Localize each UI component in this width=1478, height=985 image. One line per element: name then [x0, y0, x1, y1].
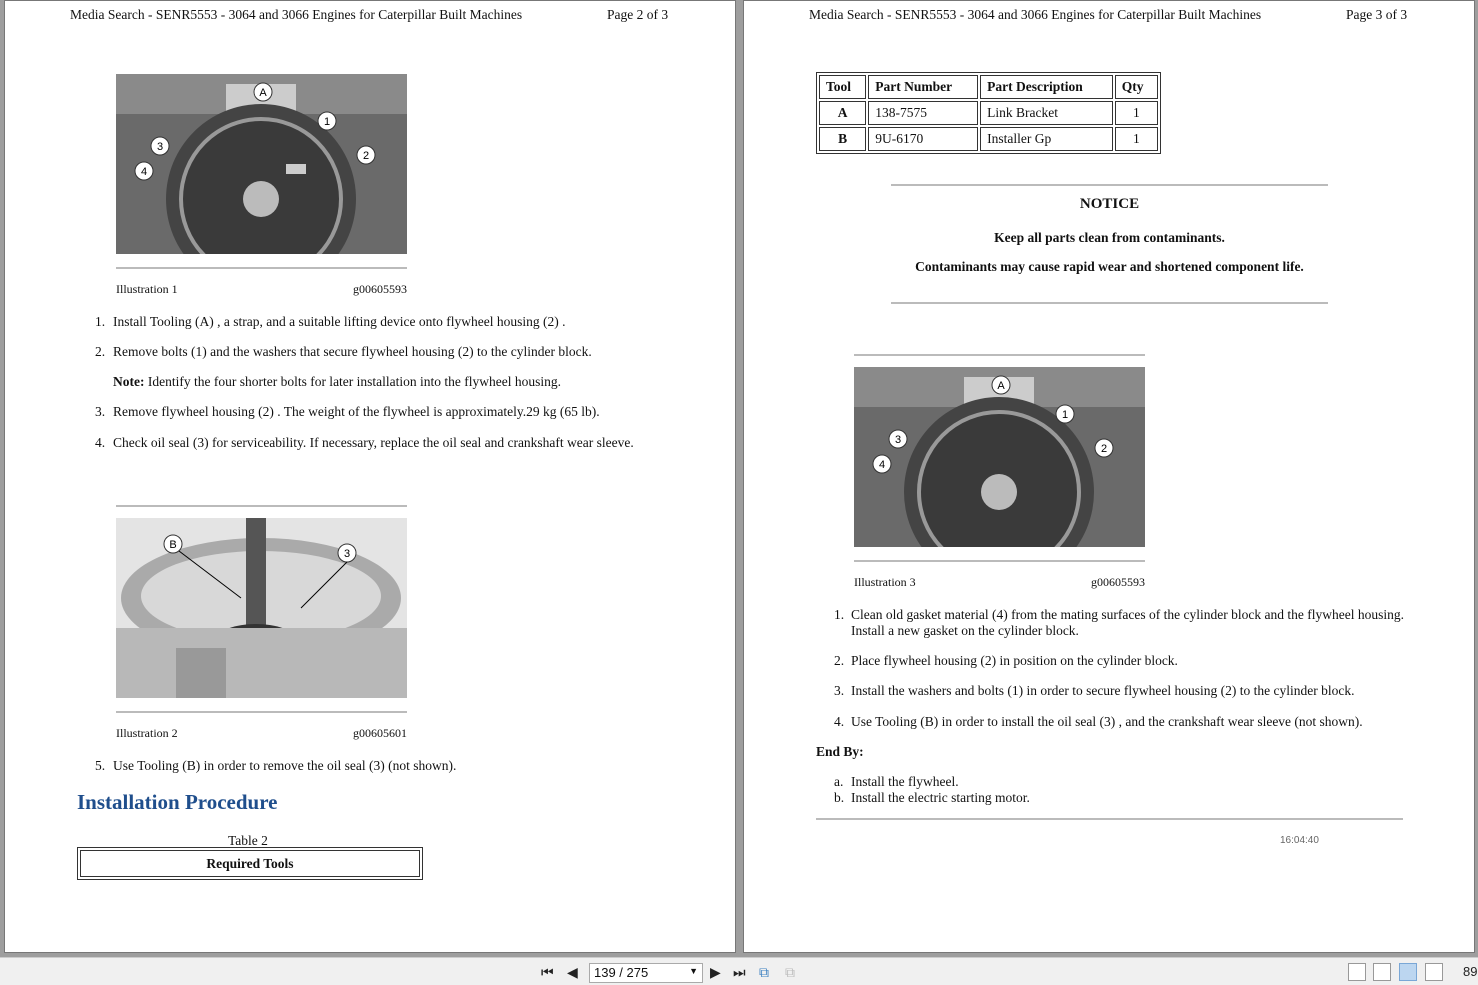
notice-line: Contaminants may cause rapid wear and shortened component life.: [915, 259, 1304, 274]
step-text: Install Tooling (A) , a strap, and a suitable lifting device onto flywheel housing (2) .: [113, 314, 566, 329]
svg-text:3: 3: [894, 434, 902, 446]
notice-line: Keep all parts clean from contaminants.: [994, 230, 1225, 245]
step-number: 3.: [95, 404, 106, 419]
illustration-3-image: [854, 367, 1145, 547]
pdf-navigation-toolbar: [0, 957, 1478, 985]
continuous-view-icon[interactable]: [1373, 963, 1391, 981]
cell: Link Bracket: [980, 101, 1113, 125]
notice-title: NOTICE: [1079, 196, 1140, 212]
end-step-text: Install the flywheel.: [851, 774, 959, 789]
step-text: Remove flywheel housing (2) . The weight of the flywheel is approximately.29 kg (65 lb).: [113, 404, 600, 419]
step-number: 2.: [834, 653, 845, 668]
step-number: 1.: [834, 607, 845, 622]
page-header-title: Media Search - SENR5553 - 3064 and 3066 Engines for Caterpillar Built Machines: [809, 7, 1262, 22]
column-header: Tool: [819, 75, 866, 99]
column-header: Part Number: [868, 75, 978, 99]
column-header: Part Description: [980, 75, 1113, 99]
step-text: Use Tooling (B) in order to remove the oil seal (3) (not shown).: [113, 758, 457, 773]
step-text: Clean old gasket material (4) from the mating surfaces of the cylinder block and the flywheel housing. Install a new gasket on the cylinder block.: [851, 607, 1404, 638]
note: [113, 374, 643, 390]
column-header: Qty: [1115, 75, 1158, 99]
notice-box: [891, 196, 1328, 275]
svg-text:2: 2: [362, 150, 370, 162]
illustration-3-caption: Illustration 3: [854, 575, 916, 589]
go-back-view-icon[interactable]: ⧉: [759, 964, 769, 980]
cell: 9U-6170: [868, 127, 978, 151]
two-page-view-icon[interactable]: [1399, 963, 1417, 981]
end-by-label: End By:: [816, 744, 864, 759]
illustration-2-image: [116, 518, 407, 698]
cell: 1: [1115, 101, 1158, 125]
step-number: 2.: [95, 344, 106, 359]
step-text: Place flywheel housing (2) in position on the cylinder block.: [851, 653, 1178, 668]
step-number: 4.: [95, 435, 106, 450]
illustration-2-caption: Illustration 2: [116, 726, 178, 740]
parts-table: [816, 72, 1161, 154]
cell: A: [819, 101, 866, 125]
step-number: 5.: [95, 758, 106, 773]
illustration-2-code: g00605601: [353, 726, 407, 740]
pdf-page-3: [743, 0, 1475, 953]
previous-page-icon[interactable]: ◀: [567, 964, 578, 980]
page-number-select[interactable]: [589, 963, 703, 983]
next-page-icon[interactable]: ▶: [710, 964, 721, 980]
illustration-3-code: g00605593: [1091, 575, 1145, 589]
svg-text:4: 4: [878, 459, 886, 471]
table-header: Required Tools: [80, 850, 420, 877]
svg-text:3: 3: [343, 548, 351, 560]
page-number-value: 139 / 275: [594, 965, 649, 980]
last-page-icon[interactable]: ⏭: [733, 964, 746, 980]
cell: Installer Gp: [980, 127, 1113, 151]
cell: B: [819, 127, 866, 151]
svg-text:1: 1: [323, 116, 331, 128]
illustration-1-image: [116, 74, 407, 254]
step-number: 1.: [95, 314, 106, 329]
first-page-icon[interactable]: ⏮: [541, 964, 554, 980]
illustration-1-code: g00605593: [353, 282, 407, 296]
table-caption: Table 2: [228, 833, 268, 848]
step-text: Check oil seal (3) for serviceability. If necessary, replace the oil seal and crankshaft wear sleeve.: [113, 435, 634, 450]
illustration-1-caption: Illustration 1: [116, 282, 178, 296]
svg-text:B: B: [169, 539, 177, 551]
table-row: [819, 101, 1158, 125]
step-letter: b.: [834, 790, 845, 805]
page-number-label: Page 3 of 3: [1346, 7, 1408, 22]
end-step-text: Install the electric starting motor.: [851, 790, 1030, 805]
pdf-page-2: [4, 0, 736, 953]
table-row: [819, 127, 1158, 151]
go-forward-view-icon[interactable]: ⧉: [785, 964, 795, 980]
section-title: Installation Procedure: [77, 790, 278, 814]
svg-text:3: 3: [156, 141, 164, 153]
page-number-label: Page 2 of 3: [607, 7, 669, 22]
chevron-down-icon: ▼: [689, 966, 698, 976]
step-text: Use Tooling (B) in order to install the oil seal (3) , and the crankshaft wear sleeve (not shown).: [851, 714, 1363, 729]
svg-text:1: 1: [1061, 409, 1069, 421]
step-letter: a.: [834, 774, 844, 789]
cell: 138-7575: [868, 101, 978, 125]
step-text: Remove bolts (1) and the washers that secure flywheel housing (2) to the cylinder block.: [113, 344, 592, 359]
note-text: Identify the four shorter bolts for later installation into the flywheel housing.: [144, 374, 562, 389]
page-header-title: Media Search - SENR5553 - 3064 and 3066 Engines for Caterpillar Built Machines: [70, 7, 523, 22]
svg-text:A: A: [259, 87, 267, 99]
cell: 1: [1115, 127, 1158, 151]
timestamp: 16:04:40: [1280, 835, 1319, 846]
zoom-level[interactable]: 89: [1463, 964, 1478, 979]
svg-text:2: 2: [1100, 443, 1108, 455]
two-page-continuous-view-icon[interactable]: [1425, 963, 1443, 981]
required-tools-table: [77, 847, 423, 880]
step-number: 3.: [834, 683, 845, 698]
step-text: Install the washers and bolts (1) in order to secure flywheel housing (2) to the cylinder block.: [851, 683, 1355, 698]
single-page-view-icon[interactable]: [1348, 963, 1366, 981]
step-number: 4.: [834, 714, 845, 729]
svg-text:4: 4: [140, 166, 148, 178]
note-label: Note:: [113, 374, 145, 389]
svg-text:A: A: [997, 380, 1005, 392]
